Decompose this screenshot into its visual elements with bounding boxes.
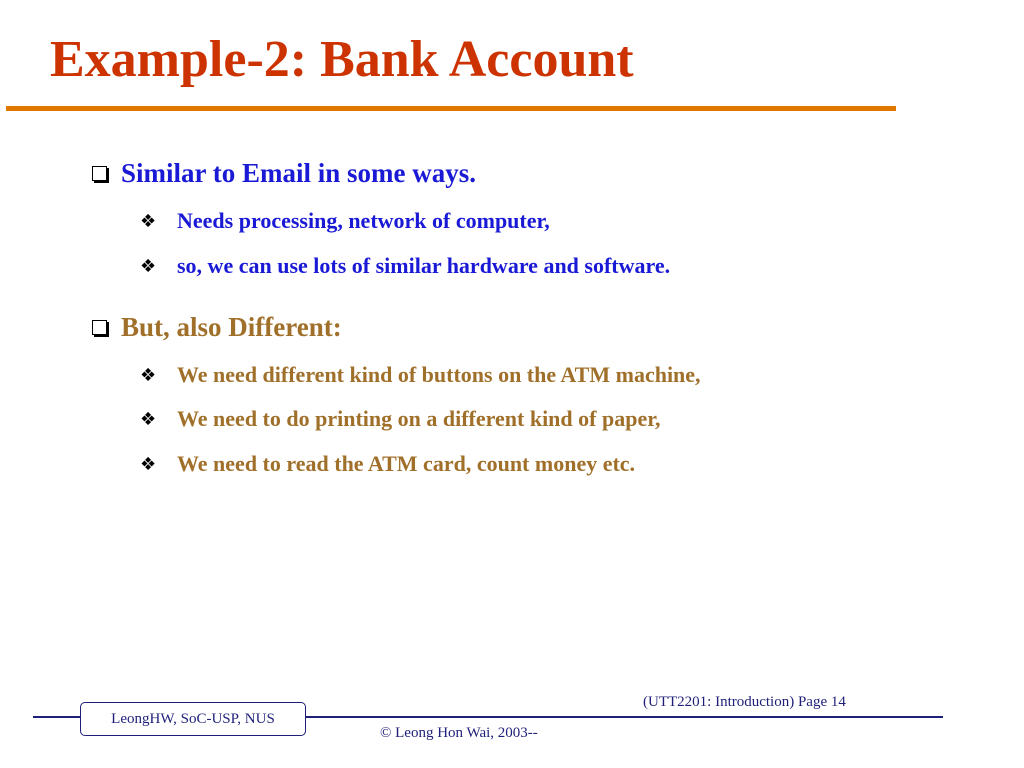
- sub-bullet-1-2-text: so, we can use lots of similar hardware and software.: [177, 253, 671, 278]
- sub-bullet-2-3-text: We need to read the ATM card, count money etc.: [177, 451, 636, 476]
- four-diamond-star-icon: ❖: [140, 365, 157, 386]
- hollow-square-icon: [92, 320, 107, 335]
- four-diamond-star-icon: ❖: [140, 211, 157, 232]
- footer-author-box: [80, 702, 306, 736]
- sub-bullet-2-3: [140, 451, 635, 478]
- sub-bullet-2-2: [140, 406, 660, 433]
- four-diamond-star-icon: ❖: [140, 409, 157, 430]
- sub-bullet-1-1-text: Needs processing, network of computer,: [177, 208, 550, 233]
- hollow-square-icon: [92, 166, 107, 181]
- footer-copyright: © Leong Hon Wai, 2003--: [380, 725, 538, 741]
- bullet-section-1-text: Similar to Email in some ways.: [121, 158, 477, 188]
- sub-bullet-1-2: [140, 253, 670, 280]
- bullet-section-2: [92, 311, 342, 343]
- bullet-section-2-text: But, also Different:: [121, 312, 342, 342]
- sub-bullet-2-1: [140, 362, 701, 389]
- footer-author-text: LeongHW, SoC-USP, NUS: [111, 710, 275, 727]
- footer-page-label: (UTT2201: Introduction) Page 14: [643, 694, 846, 710]
- sub-bullet-2-1-text: We need different kind of buttons on the ATM machine,: [177, 362, 701, 387]
- sub-bullet-1-1: [140, 208, 550, 235]
- four-diamond-star-icon: ❖: [140, 454, 157, 475]
- slide-title: Example-2: Bank Account: [50, 31, 634, 88]
- bullet-section-1: [92, 157, 476, 189]
- sub-bullet-2-2-text: We need to do printing on a different kind of paper,: [177, 406, 661, 431]
- four-diamond-star-icon: ❖: [140, 256, 157, 277]
